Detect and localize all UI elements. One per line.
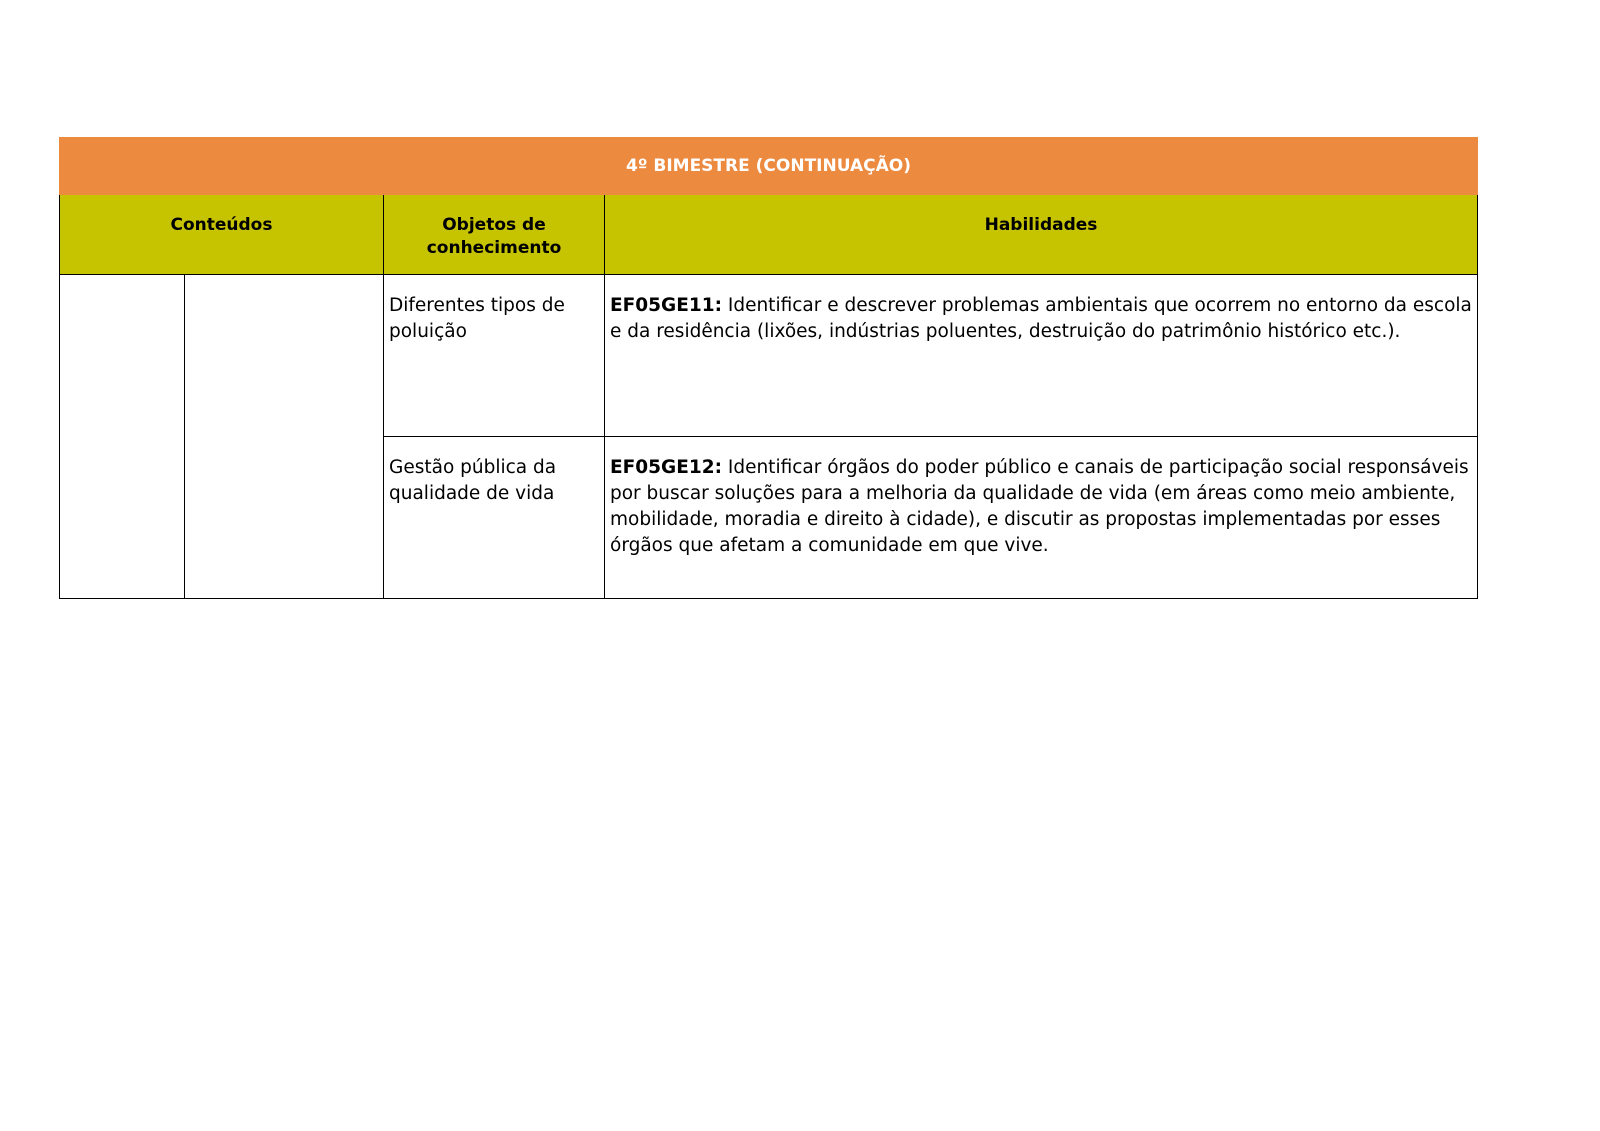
table-row [60,275,1478,437]
habilidade-text: Identificar e descrever problemas ambientais que ocorrem no entorno da escola e da residência (lixões, indústrias poluentes, destruição do patrimônio histórico etc.). [610,295,1472,342]
conteudos-cell-right [185,275,384,599]
habilidade-code: EF05GE11: [610,295,722,316]
conteudos-cell-left [60,275,185,599]
habilidade-cell [605,437,1478,599]
habilidade-code: EF05GE12: [610,457,722,478]
habilidade-text: Identificar órgãos do poder público e canais de participação social responsáveis por buscar soluções para a melhoria da qualidade de vida (em áreas como meio ambiente, mobilidade, moradia e direito à cidade), e discutir as propostas implementadas por esses órgãos que afetam a comunidade em que vive. [610,457,1469,556]
objeto-cell: Gestão pública da qualidade de vida [384,437,605,599]
banner-row [60,138,1478,195]
header-habilidades: Habilidades [605,195,1478,275]
header-objetos [384,195,605,275]
header-row [60,195,1478,275]
header-conteudos: Conteúdos [60,195,384,275]
bimester-banner: 4º BIMESTRE (CONTINUAÇÃO) [60,138,1478,195]
header-objetos-label: Objetos de conhecimento [426,215,562,258]
habilidade-cell [605,275,1478,437]
curriculum-table [59,137,1478,599]
objeto-cell: Diferentes tipos de poluição [384,275,605,437]
